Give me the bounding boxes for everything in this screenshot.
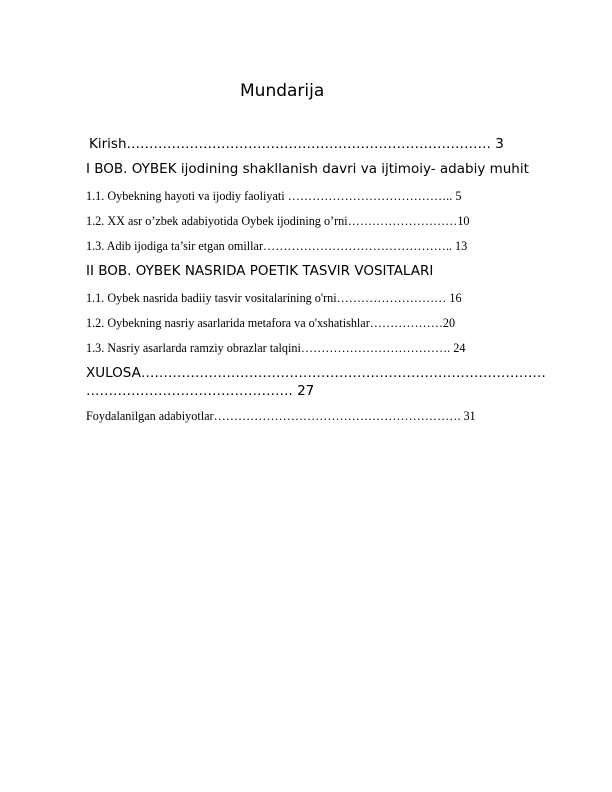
toc-section-1-3: 1.3. Adib ijodiga ta’sir etgan omillar……………………………………….. 13 xyxy=(86,239,468,253)
toc-section-1-1: 1.1. Oybekning hayoti va ijodiy faoliyati ………………………………….. 5 xyxy=(86,189,462,203)
page-title: Mundarija xyxy=(240,81,325,101)
toc-section-1-2: 1.2. XX asr o’zbek adabiyotida Oybek ijodining o’rni………………………10 xyxy=(86,214,470,228)
toc-section-2-1: 1.1. Oybek nasrida badiiy tasvir vositalarining o'rni……………………… 16 xyxy=(86,291,462,305)
toc-conclusion-page: ………………………………………. 27 xyxy=(86,383,315,399)
toc-conclusion: XULOSA……………………………………………………………………………… xyxy=(86,365,546,381)
toc-references: Foydalanilgan adabiyotlar……………………………………………………. 31 xyxy=(86,409,476,423)
toc-chapter-2: II BOB. OYBEK NASRIDA POETIK TASVIR VOSITALARI xyxy=(86,263,434,279)
toc-chapter-1: I BOB. OYBEK ijodining shakllanish davri va ijtimoiy- adabiy muhit xyxy=(86,161,529,177)
toc-intro: Kirish……………………………………………………………………… 3 xyxy=(89,136,504,152)
toc-section-2-3: 1.3. Nasriy asarlarda ramziy obrazlar talqini………………………………. 24 xyxy=(86,341,466,355)
toc-section-2-2: 1.2. Oybekning nasriy asarlarida metafora va o'xshatishlar………………20 xyxy=(86,316,456,330)
